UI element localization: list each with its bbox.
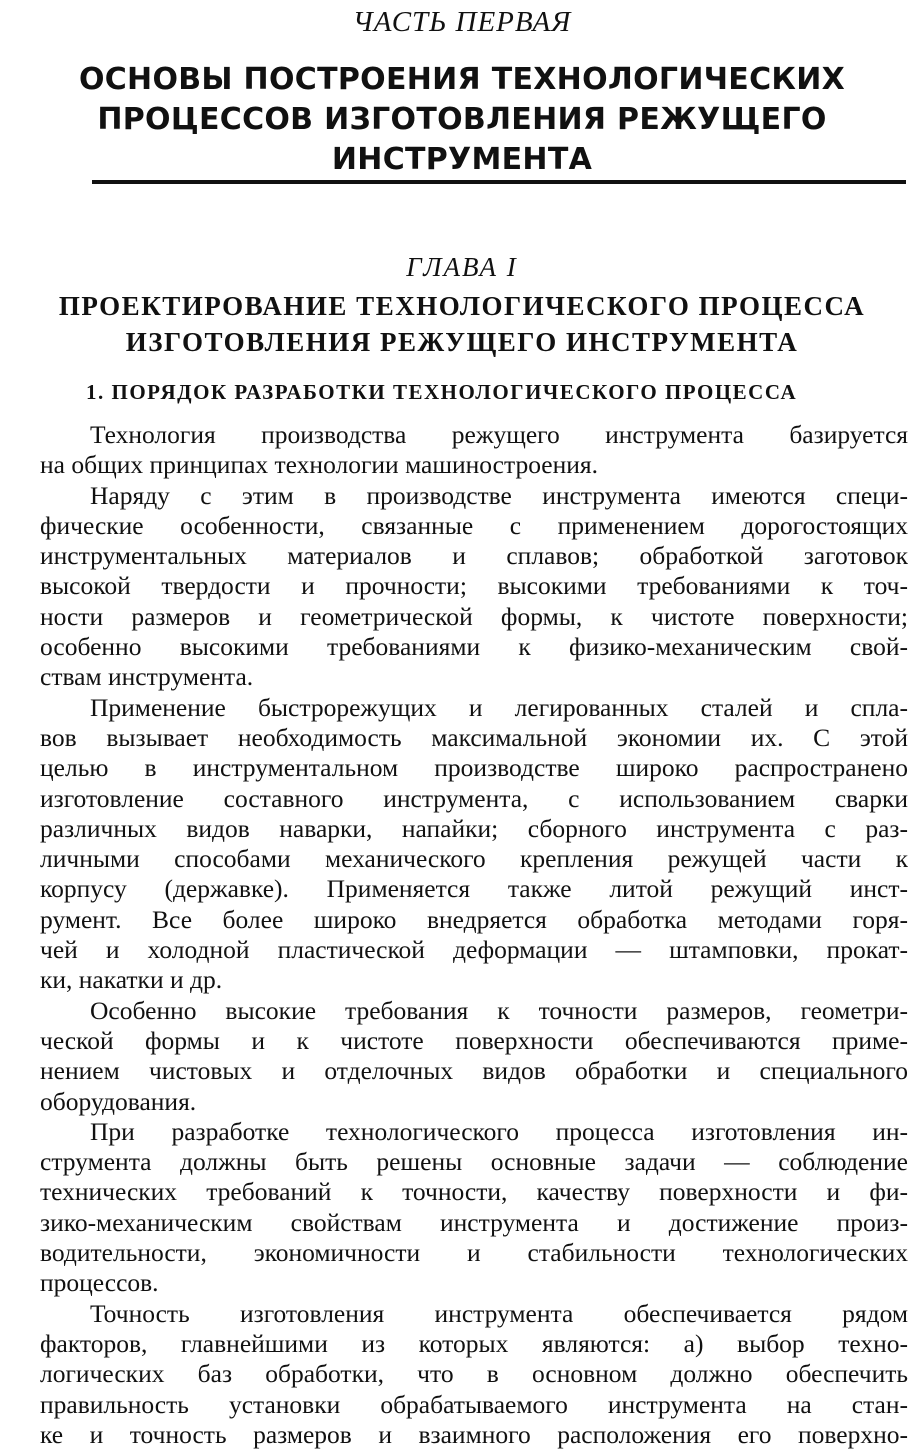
paragraph-line: водительности, экономичности и стабильности технологических — [40, 1238, 908, 1268]
paragraph-line: чей и холодной пластической деформации — штамповки, прокат- — [40, 935, 908, 965]
paragraph-line: Особенно высокие требования к точности размеров, геометри- — [90, 995, 908, 1025]
paragraph-line: логических баз обработки, что в основном должно обеспечить — [40, 1359, 908, 1389]
paragraph-line: Точность изготовления инструмента обеспечивается рядом — [90, 1298, 908, 1328]
paragraph-line: личными способами механического крепления режущей части к — [40, 844, 908, 874]
paragraph-line: Технология производства режущего инструмента базируется — [90, 420, 908, 449]
paragraph-line: ности размеров и геометрической формы, к чистоте поверхности; — [40, 601, 908, 631]
paragraph-line: процессов. — [40, 1268, 159, 1298]
paragraph-line: оборудования. — [40, 1086, 197, 1116]
paragraph-line: целью в инструментальном производстве широко распространено — [40, 753, 908, 783]
paragraph-line: на общих принципах технологии машиностроения. — [40, 450, 598, 480]
paragraph-line: правильность установки обрабатываемого инструмента на стан- — [40, 1389, 908, 1419]
paragraph-line: особенно высокими требованиями к физико-механическим свой- — [40, 632, 908, 662]
paragraph-line: зико-механическим свойствам инструмента и достижение произ- — [40, 1207, 908, 1237]
paragraph-line: Наряду с этим в производстве инструмента имеются специ- — [90, 480, 908, 510]
paragraph-line: румент. Все более широко внедряется обработка методами горя- — [40, 904, 908, 934]
chapter-label: ГЛАВА I — [406, 252, 518, 282]
section-title: 1. ПОРЯДОК РАЗРАБОТКИ ТЕХНОЛОГИЧЕСКОГО ПРОЦЕССА — [86, 380, 798, 404]
paragraph-line: ствам инструмента. — [40, 662, 254, 692]
paragraph-line: ки, накатки и др. — [40, 965, 223, 995]
paragraph-line: инструментальных материалов и сплавов; обработкой заготовок — [40, 541, 908, 571]
part-label: ЧАСТЬ ПЕРВАЯ — [352, 6, 572, 38]
paragraph-line: факторов, главнейшими из которых являются: а) выбор техно- — [40, 1328, 908, 1358]
chapter-title: ПРОЕКТИРОВАНИЕ ТЕХНОЛОГИЧЕСКОГО ПРОЦЕССА ИЗГОТОВЛЕНИЯ РЕЖУЩЕГО ИНСТРУМЕНТА — [58, 291, 866, 357]
paragraph-line: фические особенности, связанные с применением дорогостоящих — [40, 510, 908, 540]
paragraph-line: ке и точность размеров и взаимного расположения его поверхно- — [40, 1419, 908, 1449]
paragraph-line: технических требований к точности, качеству поверхности и фи- — [40, 1177, 908, 1207]
body-text — [40, 420, 908, 1450]
part-title: ОСНОВЫ ПОСТРОЕНИЯ ТЕХНОЛОГИЧЕСКИХ ПРОЦЕССОВ ИЗГОТОВЛЕНИЯ РЕЖУЩЕГО ИНСТРУМЕНТА — [78, 62, 846, 177]
part-divider-rule — [92, 180, 906, 184]
paragraph-line: вов вызывает необходимость максимальной экономии их. С этой — [40, 722, 908, 752]
paragraph-line: корпусу (державке). Применяется также литой режущий инст- — [40, 874, 908, 904]
paragraph-line: струмента должны быть решены основные задачи — соблюдение — [40, 1147, 908, 1177]
paragraph-line: При разработке технологического процесса изготовления ин- — [90, 1116, 908, 1146]
paragraph-line: изготовление составного инструмента, с использованием сварки — [40, 783, 908, 813]
paragraph-line: ческой формы и к чистоте поверхности обеспечиваются приме- — [40, 1025, 908, 1055]
paragraph-line: различных видов наварки, напайки; сборного инструмента с раз- — [40, 813, 908, 843]
paragraph-line: нением чистовых и отделочных видов обработки и специального — [40, 1056, 908, 1086]
paragraph-line: Применение быстрорежущих и легированных сталей и спла- — [90, 692, 908, 722]
paragraph-line: высокой твердости и прочности; высокими требованиями к точ- — [40, 571, 908, 601]
